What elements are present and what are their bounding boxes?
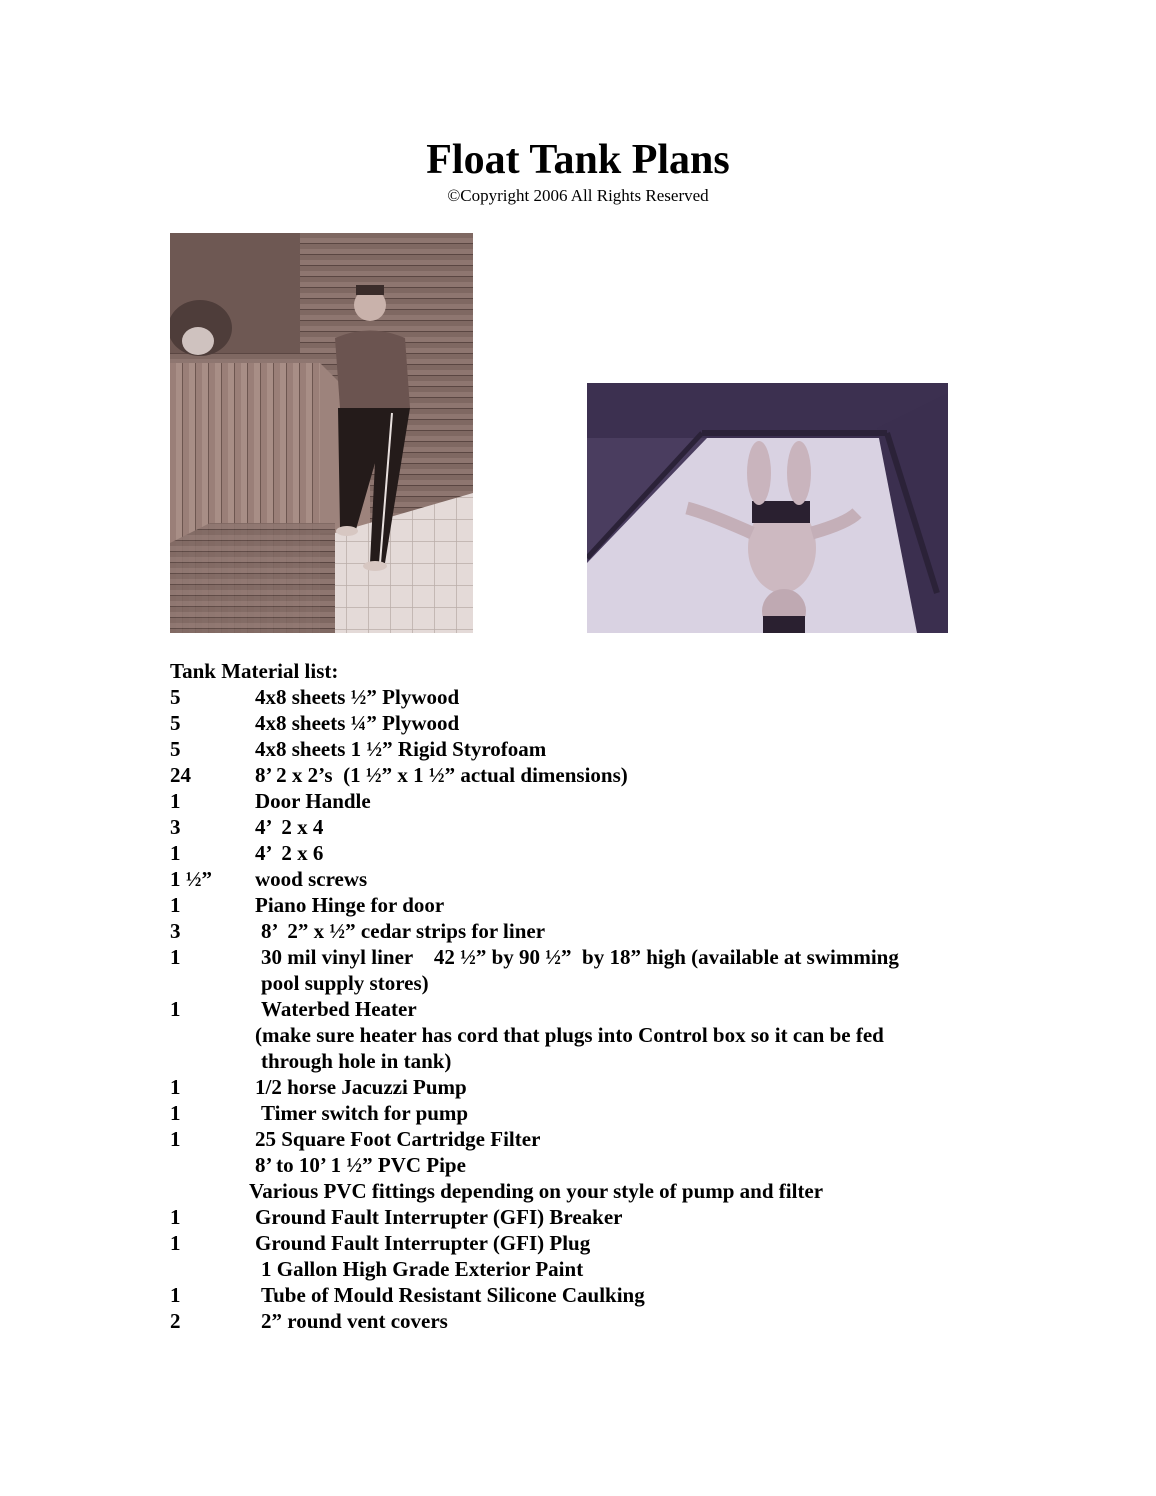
list-item	[170, 684, 990, 710]
list-item	[170, 840, 990, 866]
item-qty: 5	[170, 737, 181, 761]
item-desc: Door Handle	[255, 789, 371, 813]
list-item	[170, 1022, 990, 1048]
page-title: Float Tank Plans	[426, 137, 730, 183]
item-desc: 8’ 2 x 2’s (1 ½” x 1 ½” actual dimensions)	[255, 763, 628, 787]
item-desc: 25 Square Foot Cartridge Filter	[255, 1127, 541, 1151]
item-desc: 8’ 2” x ½” cedar strips for liner	[261, 919, 546, 943]
item-desc: 1/2 horse Jacuzzi Pump	[255, 1075, 467, 1099]
item-qty: 5	[170, 711, 181, 735]
item-desc: 4x8 sheets 1 ½” Rigid Styrofoam	[255, 737, 547, 761]
item-qty: 1	[170, 945, 181, 969]
list-item	[170, 918, 990, 944]
item-desc: Timer switch for pump	[261, 1101, 469, 1125]
list-item	[170, 1230, 990, 1256]
list-item	[170, 1282, 990, 1308]
list-item	[170, 762, 990, 788]
item-desc: Ground Fault Interrupter (GFI) Breaker	[255, 1205, 623, 1229]
list-item	[170, 814, 990, 840]
list-item	[170, 866, 990, 892]
item-desc: Piano Hinge for door	[255, 893, 445, 917]
item-qty: 1	[170, 1127, 181, 1151]
list-item	[170, 1152, 990, 1178]
item-desc: (make sure heater has cord that plugs into Control box so it can be fed	[255, 1023, 884, 1047]
item-desc: 4x8 sheets ¼” Plywood	[255, 711, 460, 735]
list-item	[170, 710, 990, 736]
item-desc: 30 mil vinyl liner 42 ½” by 90 ½” by 18” high (available at swimming	[261, 945, 899, 969]
item-qty: 1	[170, 1231, 181, 1255]
copyright-notice: ©Copyright 2006 All Rights Reserved	[447, 186, 709, 205]
item-desc: 2” round vent covers	[261, 1309, 448, 1333]
photo-person-floating	[587, 383, 948, 633]
list-item	[170, 944, 990, 970]
list-item	[170, 1048, 990, 1074]
item-desc: Waterbed Heater	[261, 997, 417, 1021]
item-desc: 8’ to 10’ 1 ½” PVC Pipe	[255, 1153, 466, 1177]
item-qty: 1	[170, 789, 181, 813]
item-desc: through hole in tank)	[261, 1049, 452, 1073]
photo-man-beside-tank	[170, 233, 473, 633]
item-qty: 1	[170, 841, 181, 865]
item-qty: 1	[170, 997, 181, 1021]
item-desc: wood screws	[255, 867, 368, 891]
material-list-heading: Tank Material list:	[170, 659, 339, 683]
item-qty: 1 ½”	[170, 867, 212, 891]
list-item	[170, 1256, 990, 1282]
list-item	[170, 892, 990, 918]
item-desc: 4’ 2 x 4	[255, 815, 324, 839]
item-qty: 3	[170, 919, 181, 943]
item-qty: 5	[170, 685, 181, 709]
item-qty: 1	[170, 1101, 181, 1125]
list-item	[170, 736, 990, 762]
item-desc: 4’ 2 x 6	[255, 841, 324, 865]
list-item	[170, 1178, 990, 1204]
item-desc: Ground Fault Interrupter (GFI) Plug	[255, 1231, 591, 1255]
item-qty: 24	[170, 763, 191, 787]
material-list	[170, 658, 990, 1334]
item-qty: 2	[170, 1309, 181, 1333]
item-qty: 3	[170, 815, 181, 839]
item-desc: 1 Gallon High Grade Exterior Paint	[261, 1257, 584, 1281]
item-desc: pool supply stores)	[261, 971, 429, 995]
item-desc: Various PVC fittings depending on your style of pump and filter	[249, 1179, 824, 1203]
item-qty: 1	[170, 893, 181, 917]
list-item	[170, 1308, 990, 1334]
item-qty: 1	[170, 1205, 181, 1229]
item-qty: 1	[170, 1075, 181, 1099]
list-item	[170, 996, 990, 1022]
item-desc: 4x8 sheets ½” Plywood	[255, 685, 460, 709]
item-qty: 1	[170, 1283, 181, 1307]
list-item	[170, 788, 990, 814]
list-item	[170, 1100, 990, 1126]
item-desc: Tube of Mould Resistant Silicone Caulking	[261, 1283, 645, 1307]
list-item	[170, 1126, 990, 1152]
list-item	[170, 970, 990, 996]
list-item	[170, 1074, 990, 1100]
list-item	[170, 1204, 990, 1230]
